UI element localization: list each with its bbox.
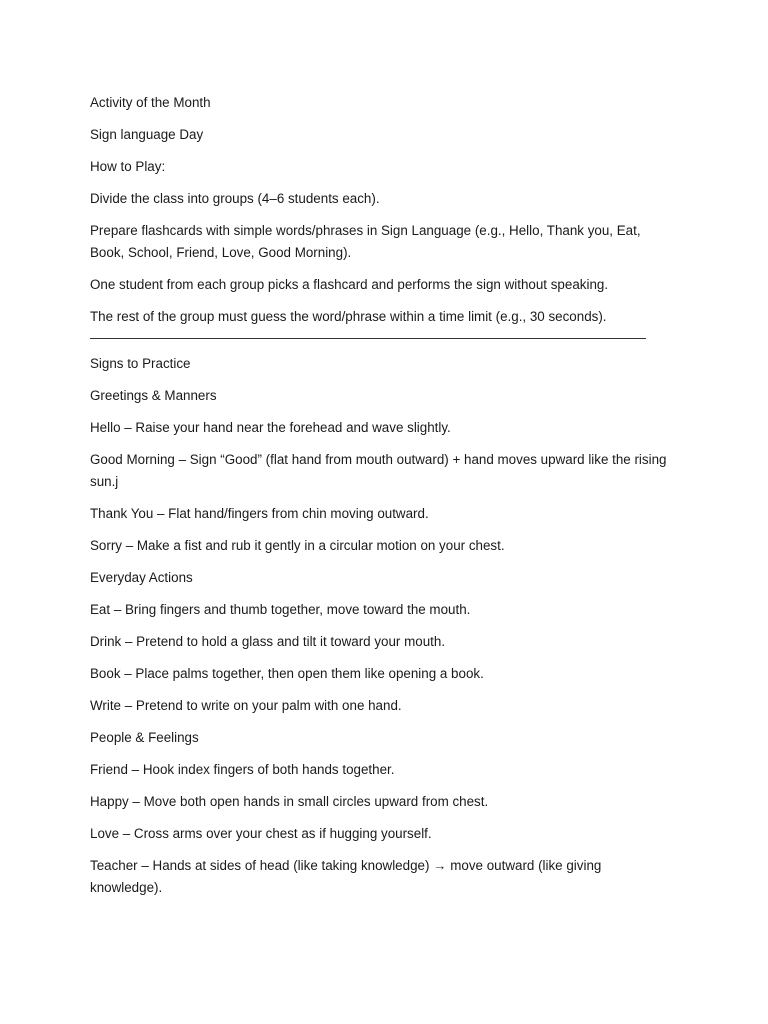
sign-entry: Happy – Move both open hands in small circles upward from chest. [90,794,489,809]
sign-entry: Teacher – Hands at sides of head (like taking knowledge) → move outward (like giving knowledge). [90,858,602,895]
sign-entry: Thank You – Flat hand/fingers from chin moving outward. [90,506,429,521]
doc-subtitle: Sign language Day [90,127,204,142]
sign-entry: Drink – Pretend to hold a glass and tilt it toward your mouth. [90,634,446,649]
sign-entry: Write – Pretend to write on your palm with one hand. [90,698,402,713]
subsection-heading: Everyday Actions [90,570,193,585]
doc-title: Activity of the Month [90,95,211,110]
subsection-heading: Greetings & Manners [90,388,217,403]
document-page [90,92,668,909]
instruction-paragraph: Prepare flashcards with simple words/phrases in Sign Language (e.g., Hello, Thank you, Eat, Book, School, Friend, Love, Good Morning). [90,223,641,260]
sign-entry: Hello – Raise your hand near the forehead and wave slightly. [90,420,451,435]
section-heading: Signs to Practice [90,356,191,371]
instruction-paragraph: One student from each group picks a flashcard and performs the sign without speaking. [90,277,609,292]
sign-entry: Eat – Bring fingers and thumb together, move toward the mouth. [90,602,471,617]
how-to-play-heading: How to Play: [90,159,166,174]
sign-entry: Friend – Hook index fingers of both hands together. [90,762,395,777]
sign-entry: Sorry – Make a fist and rub it gently in a circular motion on your chest. [90,538,505,553]
sign-entry: Love – Cross arms over your chest as if hugging yourself. [90,826,432,841]
horizontal-divider [90,338,646,339]
instruction-paragraph: Divide the class into groups (4–6 students each). [90,191,380,206]
sign-entry: Book – Place palms together, then open them like opening a book. [90,666,484,681]
instruction-paragraph: The rest of the group must guess the word/phrase within a time limit (e.g., 30 seconds). [90,309,607,324]
sign-entry: Good Morning – Sign “Good” (flat hand from mouth outward) + hand moves upward like the rising sun.j [90,452,667,489]
subsection-heading: People & Feelings [90,730,199,745]
